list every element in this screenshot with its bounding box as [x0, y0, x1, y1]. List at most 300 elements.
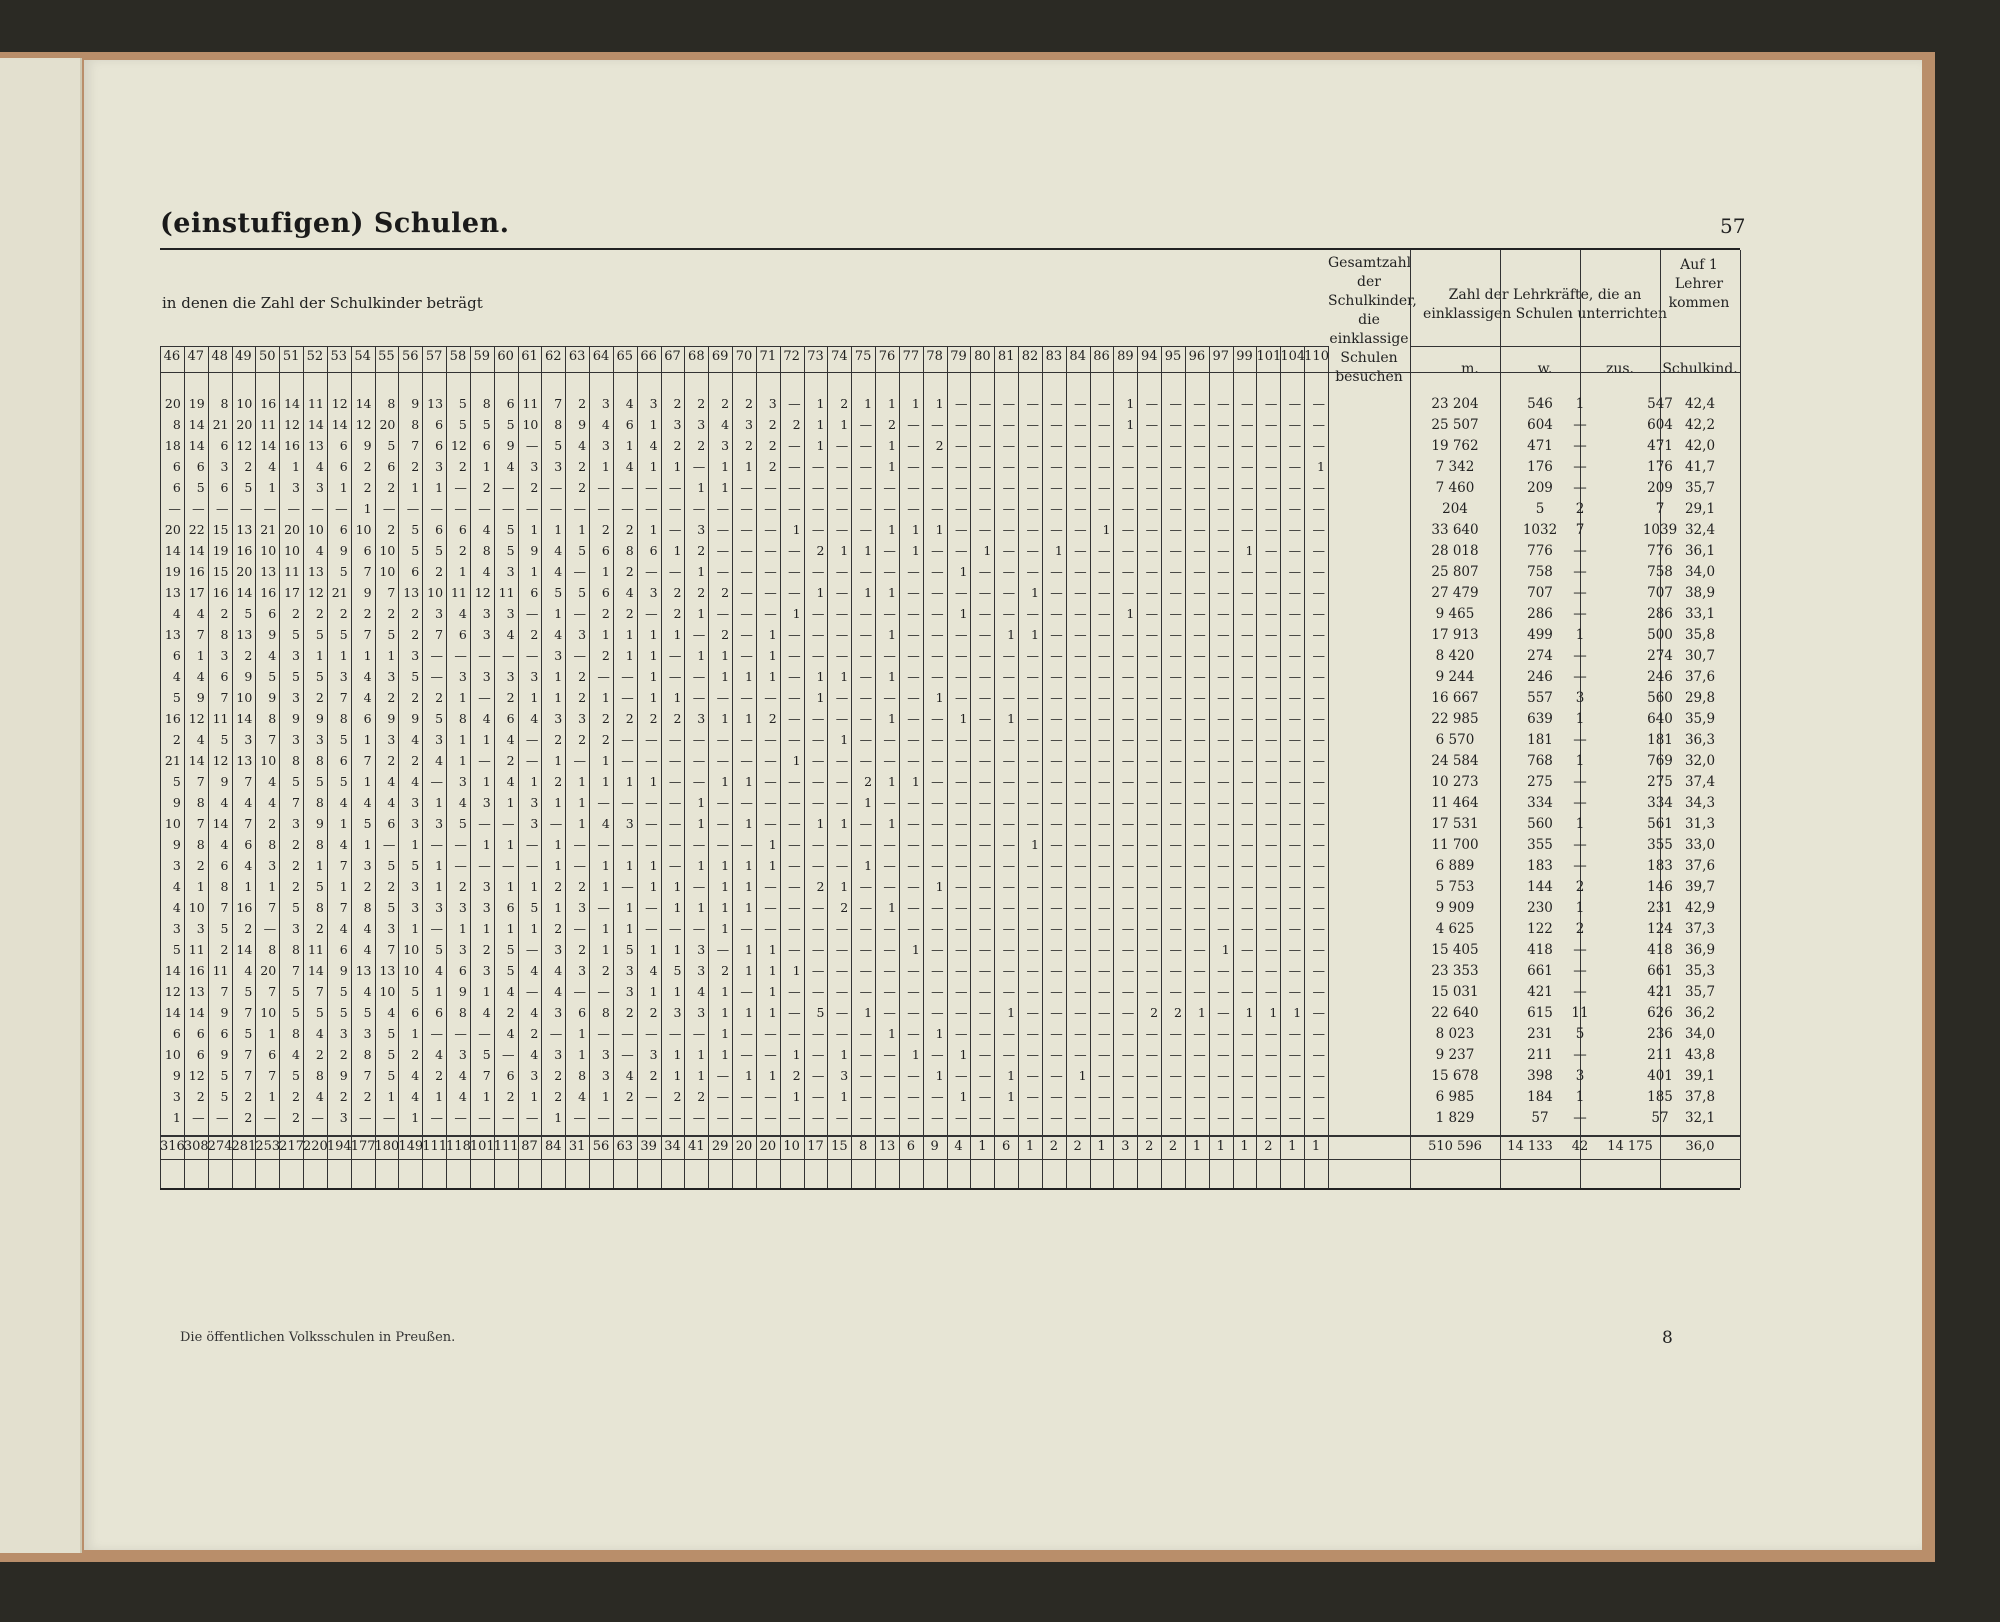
table-cell: —: [954, 753, 968, 768]
table-cell: —: [1217, 732, 1230, 747]
table-cell: —: [788, 1026, 801, 1041]
table-cell: 4: [482, 564, 491, 579]
table-cell: —: [1240, 564, 1254, 579]
table-cell: 1: [268, 1089, 277, 1104]
table-cell: 6: [411, 1005, 420, 1020]
table-cell: 6: [435, 417, 444, 432]
table-cell: 2: [578, 669, 587, 684]
table-cell: —: [1288, 963, 1302, 978]
table-cell: —: [954, 984, 968, 999]
table-cell: 3: [530, 795, 539, 810]
table-cell: 1: [625, 858, 634, 873]
table-cell: —: [716, 837, 730, 852]
table-cell: —: [764, 1047, 777, 1062]
table-cell: —: [1121, 858, 1135, 873]
table-cell: —: [1002, 585, 1016, 600]
table-cell: 1: [339, 648, 348, 663]
table-cell: —: [1002, 606, 1016, 621]
table-cell: 4: [411, 732, 420, 747]
table-cell: 2: [601, 606, 610, 621]
table-cell: 3: [220, 648, 229, 663]
table-cell: —: [978, 396, 992, 411]
table-cell: 10: [522, 417, 539, 432]
table-cell: 9: [578, 417, 587, 432]
table-cell: —: [1288, 774, 1302, 789]
table-cell: 1: [887, 459, 896, 474]
sum-cell: 1: [1025, 1139, 1035, 1154]
table-cell: 16: [260, 585, 277, 600]
table-cell: —: [1002, 879, 1016, 894]
table-cell: —: [1193, 1089, 1206, 1104]
table-cell: —: [1288, 753, 1302, 768]
table-cell: 3: [554, 459, 563, 474]
row-teachers-w: —: [1573, 858, 1587, 874]
sum-cell: 20: [735, 1139, 753, 1154]
table-cell: —: [1097, 1110, 1111, 1125]
table-cell: —: [1193, 879, 1206, 894]
table-cell: —: [668, 1026, 682, 1041]
table-cell: —: [1169, 669, 1182, 684]
table-cell: 9: [339, 543, 348, 558]
table-cell: —: [1264, 543, 1278, 558]
table-cell: 20: [236, 564, 253, 579]
row-ratio: 42,4: [1684, 396, 1716, 412]
table-cell: —: [1217, 396, 1230, 411]
table-cell: 12: [164, 984, 181, 999]
row-ratio: 36,9: [1684, 942, 1716, 958]
table-cell: 6: [601, 543, 610, 558]
table-cell: 8: [315, 753, 324, 768]
table-cell: —: [1026, 1026, 1039, 1041]
table-cell: —: [1217, 1110, 1230, 1125]
table-cell: 1: [506, 879, 515, 894]
table-cell: —: [788, 1110, 801, 1125]
table-cell: —: [1169, 942, 1182, 957]
table-cell: —: [954, 1005, 968, 1020]
table-cell: —: [1026, 564, 1039, 579]
table-cell: 4: [411, 774, 420, 789]
table-cell: —: [692, 1026, 706, 1041]
table-cell: —: [931, 732, 944, 747]
column-number: 50: [258, 349, 276, 364]
table-cell: 1: [530, 1089, 539, 1104]
table-cell: —: [978, 459, 992, 474]
table-cell: —: [764, 480, 777, 495]
table-cell: 2: [292, 1089, 300, 1104]
table-cell: 2: [339, 1047, 348, 1062]
row-teachers-w: —: [1573, 438, 1587, 454]
table-cell: 3: [458, 900, 467, 915]
table-cell: —: [1026, 963, 1039, 978]
table-cell: —: [1217, 753, 1230, 768]
table-cell: 6: [458, 963, 467, 978]
table-cell: 1: [887, 711, 896, 726]
table-cell: —: [811, 963, 825, 978]
table-cell: —: [1050, 1068, 1063, 1083]
table-cell: —: [382, 837, 396, 852]
table-cell: 5: [172, 942, 181, 957]
table-cell: 1: [1197, 1005, 1206, 1020]
row-teachers-m: 122: [1527, 921, 1553, 937]
table-cell: 1: [530, 921, 539, 936]
table-cell: 1: [292, 459, 300, 474]
table-cell: —: [835, 795, 849, 810]
table-cell: 1: [578, 522, 587, 537]
table-cell: 1: [721, 1047, 730, 1062]
row-teachers-zus: 560: [1647, 690, 1673, 706]
table-cell: —: [811, 753, 825, 768]
header-teachers: Zahl der Lehrkräfte, die an einklassigen Schulen unterrichten: [1423, 287, 1667, 322]
table-cell: 1: [721, 984, 730, 999]
table-cell: 3: [530, 459, 539, 474]
table-cell: 4: [363, 942, 372, 957]
table-cell: 2: [554, 732, 563, 747]
table-cell: 1: [625, 921, 634, 936]
table-cell: —: [1050, 417, 1063, 432]
table-cell: —: [1217, 501, 1230, 516]
row-total: 15 031: [1431, 984, 1479, 1000]
table-cell: 1: [697, 858, 706, 873]
table-cell: 2: [625, 1005, 634, 1020]
table-cell: 19: [188, 396, 205, 411]
table-cell: 3: [673, 417, 682, 432]
column-number: 96: [1188, 349, 1206, 364]
row-ratio: 36,1: [1684, 543, 1716, 559]
table-cell: 10: [260, 753, 277, 768]
table-cell: —: [1288, 711, 1302, 726]
table-cell: 1: [530, 879, 539, 894]
row-total: 8 420: [1435, 648, 1475, 664]
table-cell: 5: [554, 438, 563, 453]
table-cell: —: [1097, 942, 1111, 957]
table-cell: —: [1169, 438, 1182, 453]
table-cell: 1: [887, 816, 896, 831]
table-cell: —: [1169, 1047, 1182, 1062]
table-cell: 6: [172, 1026, 181, 1041]
table-cell: 1: [935, 522, 944, 537]
table-cell: —: [668, 648, 682, 663]
table-cell: —: [1050, 501, 1063, 516]
row-teachers-zus: 561: [1647, 816, 1673, 832]
table-cell: 1: [1269, 1005, 1278, 1020]
table-cell: 1: [673, 1068, 682, 1083]
table-cell: —: [1074, 1089, 1087, 1104]
row-ratio: 37,4: [1684, 774, 1716, 790]
table-cell: 3: [601, 1068, 610, 1083]
table-cell: 9: [315, 816, 324, 831]
table-cell: 4: [172, 606, 181, 621]
table-cell: 5: [554, 585, 563, 600]
table-cell: —: [597, 501, 610, 516]
table-cell: —: [1002, 837, 1016, 852]
table-cell: 6: [363, 711, 372, 726]
table-cell: —: [1026, 480, 1039, 495]
row-ratio: 38,9: [1684, 585, 1716, 601]
table-cell: 1: [697, 795, 706, 810]
table-cell: —: [1074, 438, 1087, 453]
table-cell: —: [668, 858, 682, 873]
table-cell: 4: [339, 921, 348, 936]
table-cell: 6: [339, 438, 348, 453]
row-teachers-w: —: [1573, 1047, 1587, 1063]
table-cell: —: [740, 795, 753, 810]
row-teachers-w: —: [1573, 732, 1587, 748]
table-cell: —: [859, 942, 873, 957]
table-cell: —: [1002, 900, 1016, 915]
table-cell: —: [1026, 984, 1039, 999]
table-cell: —: [454, 501, 467, 516]
table-cell: —: [1121, 459, 1135, 474]
table-cell: 4: [172, 879, 181, 894]
table-cell: 1: [649, 984, 658, 999]
sum-cell: 2: [1049, 1139, 1058, 1154]
table-cell: 3: [625, 816, 634, 831]
table-cell: —: [978, 417, 992, 432]
table-cell: 1: [864, 858, 873, 873]
table-cell: —: [1145, 921, 1159, 936]
table-cell: —: [954, 732, 968, 747]
table-cell: —: [1264, 501, 1278, 516]
sum-rule-bottom: [160, 1159, 1740, 1160]
table-cell: 1: [435, 480, 444, 495]
table-cell: 2: [721, 627, 730, 642]
table-cell: 1: [816, 396, 825, 411]
table-cell: 20: [164, 396, 181, 411]
table-cell: 4: [530, 711, 539, 726]
table-cell: 11: [260, 417, 277, 432]
table-cell: 2: [673, 711, 682, 726]
row-teachers-w: —: [1573, 837, 1587, 853]
table-cell: —: [1097, 1089, 1111, 1104]
table-cell: 1: [864, 795, 873, 810]
row-ratio: 32,1: [1684, 1110, 1716, 1126]
column-number: 110: [1304, 349, 1329, 364]
table-cell: 1: [840, 732, 849, 747]
column-number: 69: [711, 349, 729, 364]
table-cell: 19: [164, 564, 181, 579]
sum-cell: 281: [231, 1139, 257, 1154]
table-cell: 1: [1126, 606, 1135, 621]
table-cell: 1: [435, 1089, 444, 1104]
table-cell: —: [811, 648, 825, 663]
table-cell: —: [1074, 1005, 1087, 1020]
table-cell: —: [740, 501, 753, 516]
table-cell: —: [1264, 1026, 1278, 1041]
table-cell: 8: [196, 837, 205, 852]
table-cell: 2: [435, 564, 444, 579]
table-cell: —: [931, 837, 944, 852]
table-cell: 9: [339, 963, 348, 978]
table-cell: —: [1288, 879, 1302, 894]
table-cell: —: [1193, 522, 1206, 537]
table-cell: 3: [387, 732, 396, 747]
table-cell: 3: [339, 1026, 348, 1041]
row-teachers-zus: 176: [1647, 459, 1673, 475]
table-cell: 1: [768, 984, 777, 999]
table-cell: —: [668, 480, 682, 495]
table-cell: —: [1288, 669, 1302, 684]
table-cell: —: [1240, 417, 1254, 432]
table-cell: —: [645, 753, 658, 768]
table-cell: —: [1312, 417, 1325, 432]
table-cell: —: [788, 543, 801, 558]
row-teachers-zus: 181: [1647, 732, 1673, 748]
table-cell: —: [811, 900, 825, 915]
table-cell: —: [716, 1110, 730, 1125]
table-cell: —: [716, 606, 730, 621]
table-cell: —: [1050, 459, 1063, 474]
table-cell: 4: [268, 459, 277, 474]
table-cell: —: [1121, 501, 1135, 516]
table-cell: —: [1288, 1047, 1302, 1062]
table-cell: 1: [887, 1026, 896, 1041]
table-cell: 3: [435, 732, 444, 747]
table-cell: —: [811, 774, 825, 789]
table-cell: —: [835, 438, 849, 453]
table-cell: —: [1026, 459, 1039, 474]
table-cell: —: [1002, 921, 1016, 936]
column-number: 60: [497, 349, 514, 364]
table-cell: 3: [196, 921, 205, 936]
table-cell: —: [1097, 543, 1111, 558]
table-cell: —: [1288, 816, 1302, 831]
table-cell: 3: [363, 1026, 372, 1041]
row-total: 11 700: [1431, 837, 1479, 853]
table-cell: 4: [315, 1026, 324, 1041]
table-cell: —: [692, 669, 706, 684]
table-cell: —: [1193, 501, 1206, 516]
table-cell: 1: [935, 1026, 944, 1041]
table-cell: —: [859, 984, 873, 999]
table-cell: —: [645, 837, 658, 852]
table-cell: 12: [474, 585, 491, 600]
table-cell: 1: [792, 522, 801, 537]
table-cell: —: [788, 837, 801, 852]
table-cell: 1: [625, 774, 634, 789]
table-cell: —: [1074, 921, 1087, 936]
column-number: 56: [402, 349, 419, 364]
table-cell: 1: [649, 417, 658, 432]
sum-cell: 31: [568, 1139, 586, 1154]
table-cell: 1: [768, 648, 777, 663]
row-ratio: 39,7: [1684, 879, 1716, 895]
sum-cell: 10: [783, 1139, 800, 1154]
table-cell: —: [1288, 1110, 1302, 1125]
table-cell: —: [1026, 816, 1039, 831]
table-cell: —: [430, 774, 444, 789]
table-cell: 6: [339, 522, 348, 537]
table-cell: 2: [601, 648, 610, 663]
table-cell: —: [1169, 858, 1182, 873]
table-cell: 3: [601, 396, 610, 411]
table-cell: 2: [697, 1089, 706, 1104]
table-cell: —: [645, 1110, 658, 1125]
table-cell: —: [1074, 564, 1087, 579]
table-cell: 4: [601, 417, 610, 432]
table-cell: 6: [506, 1068, 515, 1083]
sum-cell: 6: [1002, 1139, 1011, 1154]
table-cell: —: [1145, 1026, 1159, 1041]
table-cell: —: [1193, 858, 1206, 873]
table-cell: 5: [339, 984, 348, 999]
table-cell: —: [740, 1026, 753, 1041]
table-cell: —: [1145, 606, 1159, 621]
table-cell: —: [883, 858, 896, 873]
table-cell: 8: [315, 1068, 324, 1083]
table-cell: 18: [164, 438, 181, 453]
table-cell: 1: [601, 774, 610, 789]
column-number: 81: [997, 349, 1015, 364]
table-cell: 14: [355, 396, 372, 411]
table-cell: 3: [697, 963, 706, 978]
table-cell: 1: [1007, 627, 1016, 642]
table-cell: —: [954, 522, 968, 537]
table-cell: —: [1193, 543, 1206, 558]
table-cell: —: [1240, 963, 1254, 978]
table-cell: 13: [307, 564, 324, 579]
row-teachers-w: 3: [1575, 1068, 1585, 1084]
table-cell: —: [1240, 984, 1254, 999]
table-cell: —: [883, 480, 896, 495]
table-cell: —: [1050, 753, 1063, 768]
table-cell: 5: [578, 543, 587, 558]
table-cell: 1: [721, 669, 730, 684]
table-cell: 9: [268, 627, 277, 642]
table-cell: 14: [188, 438, 205, 453]
table-cell: —: [454, 1110, 467, 1125]
table-cell: —: [954, 480, 968, 495]
table-cell: 1: [959, 1047, 968, 1062]
table-cell: —: [859, 1110, 873, 1125]
table-cell: 2: [673, 585, 682, 600]
table-cell: 4: [649, 438, 658, 453]
table-cell: 7: [244, 816, 253, 831]
row-ratio: 37,6: [1684, 858, 1716, 874]
table-cell: —: [1097, 648, 1111, 663]
table-cell: —: [1026, 417, 1039, 432]
table-cell: 5: [530, 900, 539, 915]
table-cell: —: [645, 921, 658, 936]
table-cell: —: [1074, 459, 1087, 474]
row-teachers-w: —: [1573, 585, 1587, 601]
table-cell: —: [1145, 543, 1159, 558]
table-cell: —: [1050, 1047, 1063, 1062]
column-number: 78: [926, 349, 943, 364]
row-ratio: 31,3: [1684, 816, 1716, 832]
sum-cell: 1: [1311, 1139, 1321, 1154]
table-cell: —: [764, 774, 777, 789]
row-total: 1 829: [1435, 1110, 1475, 1126]
table-cell: —: [1145, 984, 1159, 999]
table-cell: —: [597, 1026, 610, 1041]
table-cell: —: [835, 459, 849, 474]
table-cell: —: [716, 942, 730, 957]
table-cell: —: [692, 732, 706, 747]
table-cell: —: [931, 501, 944, 516]
table-cell: —: [478, 858, 491, 873]
table-cell: 14: [188, 753, 205, 768]
table-cell: —: [931, 963, 944, 978]
table-cell: —: [1121, 900, 1135, 915]
row-teachers-zus: 547: [1647, 396, 1673, 412]
table-cell: —: [1169, 501, 1182, 516]
table-cell: 3: [697, 417, 706, 432]
table-cell: —: [883, 837, 896, 852]
table-cell: —: [1026, 396, 1039, 411]
table-cell: 4: [649, 963, 658, 978]
row-teachers-zus: 57: [1651, 1110, 1669, 1126]
row-teachers-w: 7: [1575, 522, 1585, 538]
